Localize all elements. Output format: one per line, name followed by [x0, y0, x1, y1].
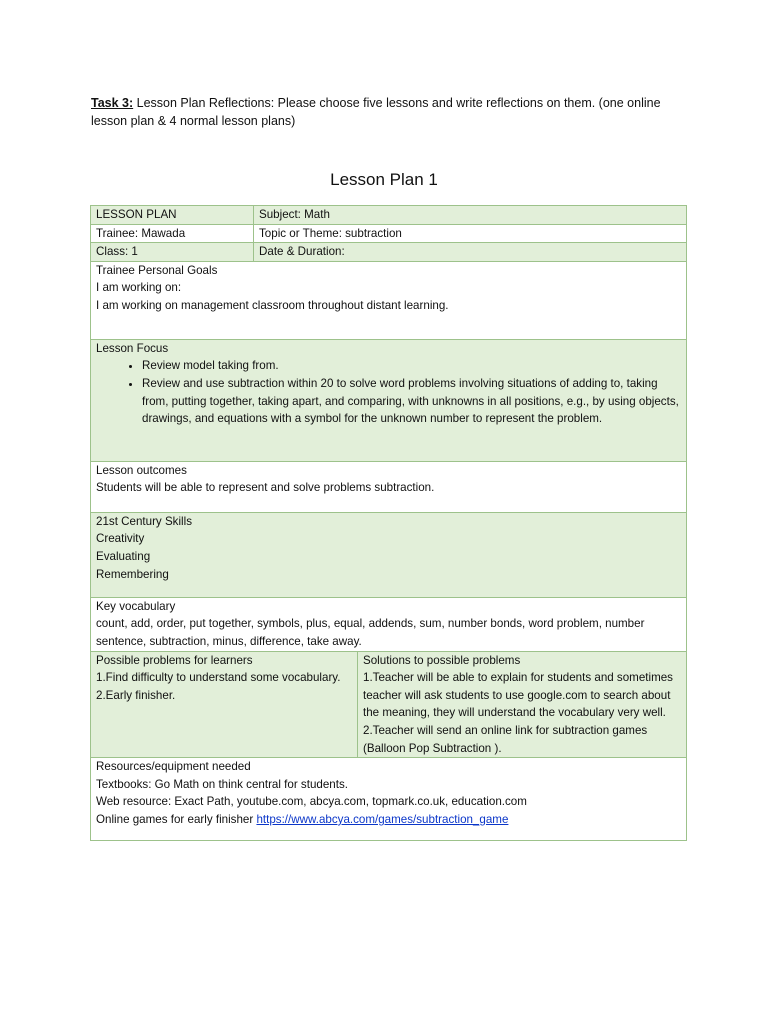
resources-textbooks: Textbooks: Go Math on think central for students.: [96, 777, 348, 791]
topic-cell: Topic or Theme: subtraction: [254, 224, 687, 243]
outcomes-heading: Lesson outcomes: [96, 463, 187, 477]
goals-line-2: I am working on management classroom throughout distant learning.: [96, 298, 449, 312]
vocabulary-heading: Key vocabulary: [96, 599, 176, 613]
skills-cell: [91, 512, 687, 597]
subject-cell: Subject: Math: [254, 206, 687, 225]
resources-cell: [91, 758, 687, 841]
resources-heading: Resources/equipment needed: [96, 760, 251, 774]
problems-cell: [91, 651, 358, 758]
focus-cell: [91, 339, 687, 461]
focus-list: [96, 357, 681, 427]
resources-games-label: Online games for early finisher: [96, 812, 257, 826]
resources-games: [96, 811, 681, 829]
resources-row: [91, 758, 687, 841]
problem-item: 1.Find difficulty to understand some vocabulary.: [96, 671, 341, 685]
focus-item: • Review model taking from.: [142, 357, 681, 375]
skills-row: [91, 512, 687, 597]
resources-web: Web resource: Exact Path, youtube.com, abcya.com, topmark.co.uk, education.com: [96, 795, 527, 809]
table-row-class: [91, 243, 687, 262]
lesson-plan-table: [90, 205, 687, 841]
problem-item: 2.Early finisher.: [96, 688, 176, 702]
date-duration-cell: Date & Duration:: [254, 243, 687, 262]
problems-row: [91, 651, 687, 758]
vocabulary-row: [91, 597, 687, 651]
goals-heading: Trainee Personal Goals: [96, 263, 218, 277]
page-title: Lesson Plan 1: [330, 170, 438, 189]
outcomes-row: [91, 461, 687, 512]
solution-item: 1.Teacher will be able to explain for students and sometimes teacher will ask students to use google.com to search about the meaning, they will understand the vocabulary very well.: [363, 671, 673, 720]
task-label: Task 3:: [91, 96, 134, 110]
table-row-header: [91, 206, 687, 225]
task-text: Lesson Plan Reflections: Please choose five lessons and write reflections on them. (one online lesson plan & 4 normal lesson plans): [91, 96, 661, 128]
vocabulary-cell: [91, 597, 687, 651]
solutions-cell: [358, 651, 687, 758]
table-row-trainee: [91, 224, 687, 243]
subtraction-game-link[interactable]: https://www.abcya.com/games/subtraction_game: [256, 812, 509, 826]
goals-line-1: I am working on:: [96, 281, 182, 295]
goals-cell: [91, 261, 687, 339]
class-cell: Class: 1: [91, 243, 254, 262]
focus-item: • Review and use subtraction within 20 to solve word problems involving situations of adding to, taking from, putting together, taking apart, and comparing, with unknowns in all positions, e.g., by using objects, drawings, and equations with a symbol for the unknown number to represent the problem.: [142, 375, 681, 428]
lesson-plan-label: LESSON PLAN: [91, 206, 254, 225]
solutions-heading: Solutions to possible problems: [363, 653, 521, 667]
vocabulary-text: count, add, order, put together, symbols, plus, equal, addends, sum, number bonds, word problem, number sentence, subtraction, minus, difference, take away.: [96, 617, 645, 648]
skill-item: Remembering: [96, 567, 169, 581]
skill-item: Creativity: [96, 532, 145, 546]
problems-heading: Possible problems for learners: [96, 653, 253, 667]
trainee-cell: Trainee: Mawada: [91, 224, 254, 243]
solution-item: 2.Teacher will send an online link for subtraction games (Balloon Pop Subtraction ).: [363, 723, 648, 755]
skills-heading: 21st Century Skills: [96, 514, 193, 528]
skill-item: Evaluating: [96, 549, 151, 563]
outcomes-text: Students will be able to represent and solve problems subtraction.: [96, 481, 435, 495]
goals-row: [91, 261, 687, 339]
focus-row: [91, 339, 687, 461]
focus-heading: Lesson Focus: [96, 341, 169, 355]
outcomes-cell: [91, 461, 687, 512]
task-instructions: [91, 94, 691, 130]
